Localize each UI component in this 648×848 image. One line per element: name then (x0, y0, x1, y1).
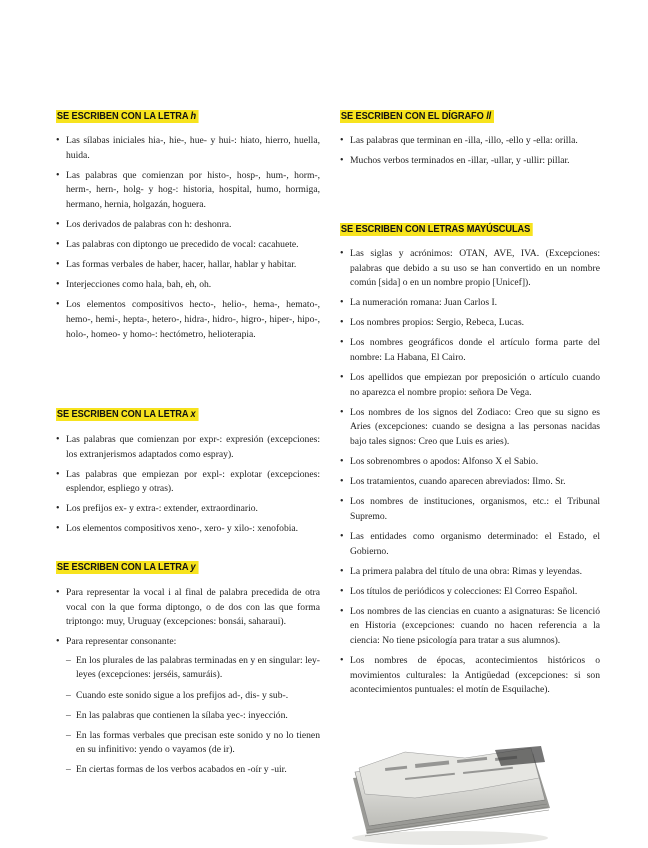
heading-mayusculas: SE ESCRIBEN CON LETRAS MAYÚSCULAS (340, 223, 533, 236)
sub-list-item: – En las formas verbales que precisan este sonido y no lo tienen en su infinitivo: yendo o vayamos (de ir). (66, 729, 320, 758)
list-item: • Los títulos de periódicos y colecciones: El Correo Español. (340, 585, 600, 600)
list-item: • Los nombres geográficos donde el artículo forma parte del nombre: La Habana, El Cairo. (340, 336, 600, 365)
list-item: • Interjecciones como hala, bah, eh, oh. (56, 278, 320, 293)
list-item: • Los prefijos ex- y extra-: extender, extraordinario. (56, 502, 320, 517)
list-mayusculas (340, 247, 600, 703)
list-item: • Las siglas y acrónimos: OTAN, AVE, IVA. (Excepciones: palabras que debido a su uso se han convertido en un nombre común [sida] o en un nombre propio [Unicef]). (340, 247, 600, 291)
list-digrafo-ll (340, 134, 578, 174)
list-item: • Las entidades como organismo determinado: el Estado, el Gobierno. (340, 530, 600, 559)
list-item: • Los nombres de épocas, acontecimientos históricos o movimientos culturales: la Antigüedad (excepciones: si son acontecimientos puntuales: el motín de Esquilache). (340, 654, 600, 698)
list-letra-h (56, 134, 320, 348)
list-item: • Las palabras que empiezan por expl-: explotar (excepciones: esplendor, espliego y otras). (56, 468, 320, 497)
list-item: • Las formas verbales de haber, hacer, hallar, hablar y habitar. (56, 258, 320, 273)
list-item: • Los nombres de las ciencias en cuanto a asignaturas: Se licenció en Historia (excepciones: cuando no hacen referencia a la ciencia: No tiene psicología para tratar a sus alumnos). (340, 605, 600, 649)
list-item: • Los sobrenombres o apodos: Alfonso X el Sabio. (340, 455, 600, 470)
list-letra-x (56, 433, 320, 543)
newspaper-stack-image (345, 738, 555, 846)
list-item: • Para representar la vocal i al final de palabra precedida de otra vocal con la que forma diptongo, o de dos con las que forma triptongo: muy, Uruguay (excepciones: bonsái, saharaui). (56, 586, 320, 630)
list-item: • Los derivados de palabras con h: deshonra. (56, 218, 320, 233)
list-item: • Los nombres propios: Sergio, Rebeca, Lucas. (340, 316, 600, 331)
list-item: • Los elementos compositivos xeno-, xero- y xilo-: xenofobia. (56, 522, 320, 537)
list-item: • La numeración romana: Juan Carlos I. (340, 296, 600, 311)
list-letra-y (56, 586, 320, 784)
list-item: • Las palabras que comienzan por histo-, hosp-, hum-, horm-, herm-, hern-, holg- y hog-: historia, hospital, humo, hormiga, hermano, hernia, holgazán, hoguera. (56, 169, 320, 213)
heading-digrafo-ll: SE ESCRIBEN CON EL DÍGRAFO ll (340, 110, 494, 123)
list-item-label: Para representar consonante: (66, 636, 177, 648)
sublist-consonante (66, 654, 320, 778)
list-item (56, 635, 320, 778)
list-item: • Las palabras con diptongo ue precedido de vocal: cacahuete. (56, 238, 320, 253)
list-item: • Los apellidos que empiezan por preposición o artículo cuando no aparezca el nombre propio: señora De Vega. (340, 371, 600, 400)
heading-letra-h: SE ESCRIBEN CON LA LETRA h (56, 110, 199, 123)
sub-list-item: – En las palabras que contienen la sílaba yec-: inyección. (66, 709, 320, 724)
list-item: • Los nombres de los signos del Zodiaco: Creo que su signo es Aries (excepciones: cuando se designa a las personas nacidas bajo tales signos: Creo que Luis es aries). (340, 406, 600, 450)
list-item: • Muchos verbos terminados en -illar, -ullar, y -ullir: pillar. (340, 154, 578, 169)
list-item: • Los tratamientos, cuando aparecen abreviados: Ilmo. Sr. (340, 475, 600, 490)
sub-list-item: – En ciertas formas de los verbos acabados en -oír y -uir. (66, 763, 320, 778)
list-item: • La primera palabra del título de una obra: Rimas y leyendas. (340, 565, 600, 580)
heading-letra-y: SE ESCRIBEN CON LA LETRA y (56, 561, 198, 574)
sub-list-item: – En los plurales de las palabras terminadas en y en singular: ley-leyes (excepciones: jerséis, samuráis). (66, 654, 320, 683)
sub-list-item: – Cuando este sonido sigue a los prefijos ad-, dis- y sub-. (66, 689, 320, 704)
list-item: • Las palabras que comienzan por expr-: expresión (excepciones: los extranjerismos adaptados como espray). (56, 433, 320, 462)
list-item: • Las palabras que terminan en -illa, -illo, -ello y -ella: orilla. (340, 134, 578, 149)
heading-letra-x: SE ESCRIBEN CON LA LETRA x (56, 408, 198, 421)
list-item: • Los elementos compositivos hecto-, helio-, hema-, hemato-, hemo-, hemi-, hepta-, hetero-, hidra-, hidro-, higro-, hiper-, hipo-, holo-, homeo- y homo-: hectómetro, helioterapia. (56, 298, 320, 342)
list-item: • Las sílabas iniciales hia-, hie-, hue- y hui-: hiato, hierro, huella, huida. (56, 134, 320, 163)
list-item: • Los nombres de instituciones, organismos, etc.: el Tribunal Supremo. (340, 495, 600, 524)
